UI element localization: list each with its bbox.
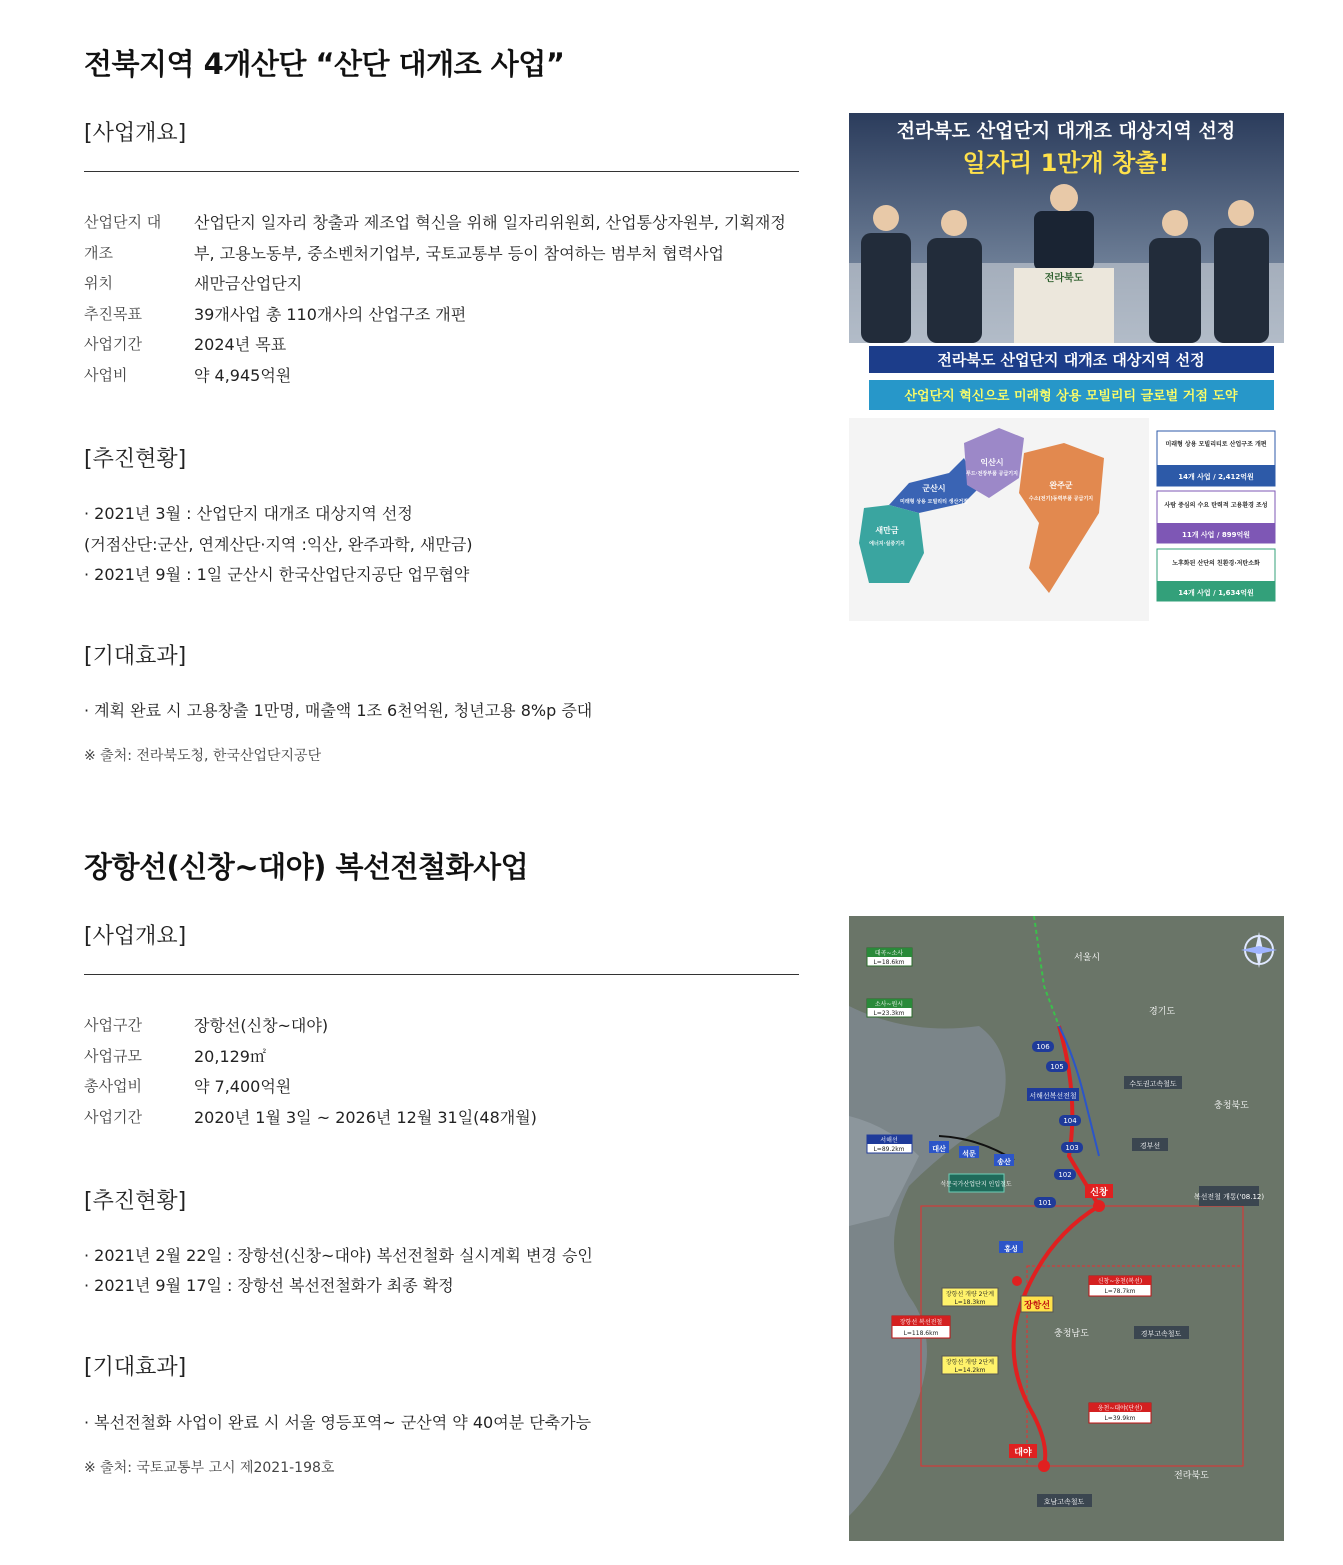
region-name: 완주군 — [1049, 481, 1073, 490]
s2-source: ※ 출처: 국토교통부 고시 제2021-198호 — [84, 1460, 335, 1476]
tag-length: L=39.9km — [1104, 1415, 1136, 1422]
label-seoul: 서울시 — [1074, 953, 1101, 963]
tag-length: L=18.3km — [954, 1299, 986, 1306]
station-sinchang: 신창 — [1090, 1188, 1108, 1198]
region-name: 새만금 — [875, 526, 899, 535]
s2-row-section — [84, 1010, 799, 1041]
tag-title: 장항선 개량 2단계 — [945, 1359, 995, 1366]
row-label: 사업비 — [84, 366, 128, 384]
row-label: 사업규모 — [84, 1047, 142, 1065]
region-desc: 수소(전기)동력부품 공급기지 — [1028, 496, 1094, 502]
s2-row-cost — [84, 1071, 799, 1102]
s1-figure — [849, 113, 1284, 621]
tag-length: L=18.6km — [873, 959, 905, 966]
section2-title: 장항선(신창~대야) 복선전철화사업 — [84, 850, 529, 884]
row-value: 39개사업 총 110개사의 산업구조 개편 — [194, 305, 467, 324]
station-hongseong: 홍성 — [1004, 1245, 1018, 1253]
strategy-box — [1157, 431, 1275, 486]
tag-title: 소사~원시 — [874, 1001, 904, 1008]
tag-title: 웅천~대야(단선) — [1097, 1405, 1143, 1412]
station-daesan: 대산 — [932, 1145, 946, 1153]
box-title: 미래형 상용 모빌리티로 산업구조 개편 — [1165, 441, 1267, 448]
s1-effect-heading: [기대효과] — [84, 644, 187, 669]
box-amount: 14개 사업 / 2,412억원 — [1178, 473, 1254, 481]
row-label: 총사업비 — [84, 1077, 142, 1095]
label-chungnam: 충청남도 — [1054, 1329, 1089, 1339]
s1-row-location — [84, 268, 799, 299]
figure-banner1: 전라북도 산업단지 대개조 대상지역 선정 — [896, 120, 1236, 142]
s1-row-goal — [84, 299, 799, 330]
s2-progress-item: · 2021년 9월 17일 : 장항선 복선전철화가 최종 확정 — [84, 1276, 454, 1295]
s2-progress-item: · 2021년 2월 22일 : 장항선(신창~대야) 복선전철화 실시계획 변경 승인 — [84, 1246, 593, 1265]
row-value: 2024년 목표 — [194, 335, 287, 354]
tag-title: 대곡~소사 — [874, 950, 904, 957]
figure-caption1: 전라북도 산업단지 대개조 대상지역 선정 — [937, 351, 1205, 369]
strategy-box — [1157, 491, 1275, 543]
map-label: 경부고속철도 — [1140, 1330, 1182, 1338]
section1-title: 전북지역 4개산단 “산단 대개조 사업” — [84, 47, 565, 81]
region-name: 익산시 — [980, 458, 1004, 467]
tag-length: L=14.2km — [954, 1367, 986, 1374]
s2-row-scale — [84, 1041, 799, 1072]
s2-divider — [84, 974, 799, 975]
box-amount: 11개 사업 / 899억원 — [1181, 531, 1251, 539]
strategy-box — [1157, 549, 1275, 601]
tag-length: L=118.6km — [903, 1330, 939, 1337]
tag-title: 서해선 — [880, 1137, 898, 1144]
row-value: 2020년 1월 3일 ~ 2026년 12월 31일(48개월) — [194, 1108, 537, 1127]
region-desc: 푸드·전장부품 공급기지 — [966, 471, 1018, 477]
tag-length: L=23.3km — [873, 1010, 905, 1017]
row-value: 약 7,400억원 — [194, 1077, 292, 1096]
station-daeya: 대야 — [1014, 1448, 1032, 1458]
region-name: 군산시 — [922, 484, 946, 493]
figure-banner2: 일자리 1만개 창출! — [962, 149, 1170, 177]
station-number: 105 — [1050, 1063, 1064, 1071]
s1-effect-item: · 계획 완료 시 고용창출 1만명, 매출액 1조 6천억원, 청년고용 8%p 증대 — [84, 701, 593, 720]
region-desc: 미래형 상용 모빌리티 생산거점 — [899, 499, 969, 505]
tag-length: L=89.2km — [873, 1146, 905, 1153]
figure-caption2: 산업단지 혁신으로 미래형 상용 모빌리티 글로벌 거점 도약 — [904, 389, 1238, 404]
row-value: 새만금산업단지 — [194, 274, 303, 293]
s1-row-cost — [84, 360, 799, 391]
label-gyeonggi: 경기도 — [1149, 1007, 1176, 1017]
map-label: 경부선 — [1139, 1142, 1161, 1150]
s1-progress-item: · 2021년 9월 : 1일 군산시 한국산업단지공단 업무협약 — [84, 565, 470, 584]
station-number: 103 — [1065, 1144, 1079, 1152]
tag-title: 신창~웅천(복선) — [1097, 1278, 1143, 1285]
s1-divider — [84, 171, 799, 172]
railway-map — [849, 916, 1284, 1541]
station-number: 101 — [1038, 1199, 1052, 1207]
industrial-complex-figure — [849, 113, 1284, 621]
map-label: 서해선복선전철 — [1029, 1092, 1077, 1100]
s2-overview-heading: [사업개요] — [84, 924, 187, 949]
s1-overview-heading: [사업개요] — [84, 121, 187, 146]
s2-row-period — [84, 1102, 799, 1133]
line-label: 장항선 — [1023, 1301, 1051, 1311]
s1-progress-item: (거점산단:군산, 연계산단·지역 :익산, 완주과학, 새만금) — [84, 535, 473, 554]
row-label: 산업단지 대개조 — [84, 213, 162, 262]
tag-title: 장항선 개량 2단계 — [945, 1291, 995, 1298]
box-title: 노후화된 산단의 친환경·저탄소화 — [1172, 560, 1260, 567]
label-jeonbuk: 전라북도 — [1174, 1471, 1209, 1481]
row-value: 20,129㎡ — [194, 1047, 266, 1066]
tag-title: 장항선 복선전철 — [899, 1319, 943, 1326]
row-value: 산업단지 일자리 창출과 제조업 혁신을 위해 일자리위원회, 산업통상자원부, 기획재정부, 고용노동부, 중소벤처기업부, 국토교통부 등이 참여하는 범부처 협력사업 — [194, 213, 786, 263]
station-number: 102 — [1058, 1171, 1072, 1179]
s2-effect-heading: [기대효과] — [84, 1355, 187, 1380]
map-label: 복선전철 개통('08.12) — [1193, 1193, 1265, 1201]
map-label: 호남고속철도 — [1043, 1498, 1085, 1506]
podium-text: 전라북도 — [1044, 273, 1084, 284]
station-number: 104 — [1063, 1117, 1077, 1125]
s1-progress-item: · 2021년 3월 : 산업단지 대개조 대상지역 선정 — [84, 504, 413, 523]
tag-length: L=78.7km — [1104, 1288, 1136, 1295]
label-chungbuk: 충청북도 — [1214, 1101, 1249, 1111]
s1-row-complex — [84, 207, 799, 269]
map-label: 수도권고속철도 — [1129, 1080, 1177, 1088]
s1-row-period — [84, 329, 799, 360]
station-seokmun: 석문 — [962, 1150, 976, 1158]
s2-effect-item: · 복선전철화 사업이 완료 시 서울 영등포역~ 군산역 약 40여분 단축가능 — [84, 1413, 592, 1432]
row-label: 사업구간 — [84, 1016, 142, 1034]
box-title: 사람 중심의 수요 탄력적 고용환경 조성 — [1164, 502, 1268, 509]
row-label: 사업기간 — [84, 335, 142, 353]
row-label: 위치 — [84, 274, 113, 292]
row-label: 추진목표 — [84, 305, 142, 323]
row-value: 장항선(신창~대야) — [194, 1016, 329, 1035]
s1-progress-heading: [추진현황] — [84, 447, 187, 472]
station-songsan: 송산 — [997, 1158, 1011, 1166]
row-value: 약 4,945억원 — [194, 366, 292, 385]
s2-progress-heading: [추진현황] — [84, 1189, 187, 1214]
box-amount: 14개 사업 / 1,634억원 — [1178, 589, 1254, 597]
row-label: 사업기간 — [84, 1108, 142, 1126]
station-number: 106 — [1036, 1043, 1050, 1051]
region-desc: 에너지·실증기지 — [869, 541, 905, 547]
s2-map-figure — [849, 916, 1284, 1541]
s1-source: ※ 출처: 전라북도청, 한국산업단지공단 — [84, 748, 322, 764]
map-label: 석문국가산업단지 인입철도 — [940, 1181, 1012, 1188]
